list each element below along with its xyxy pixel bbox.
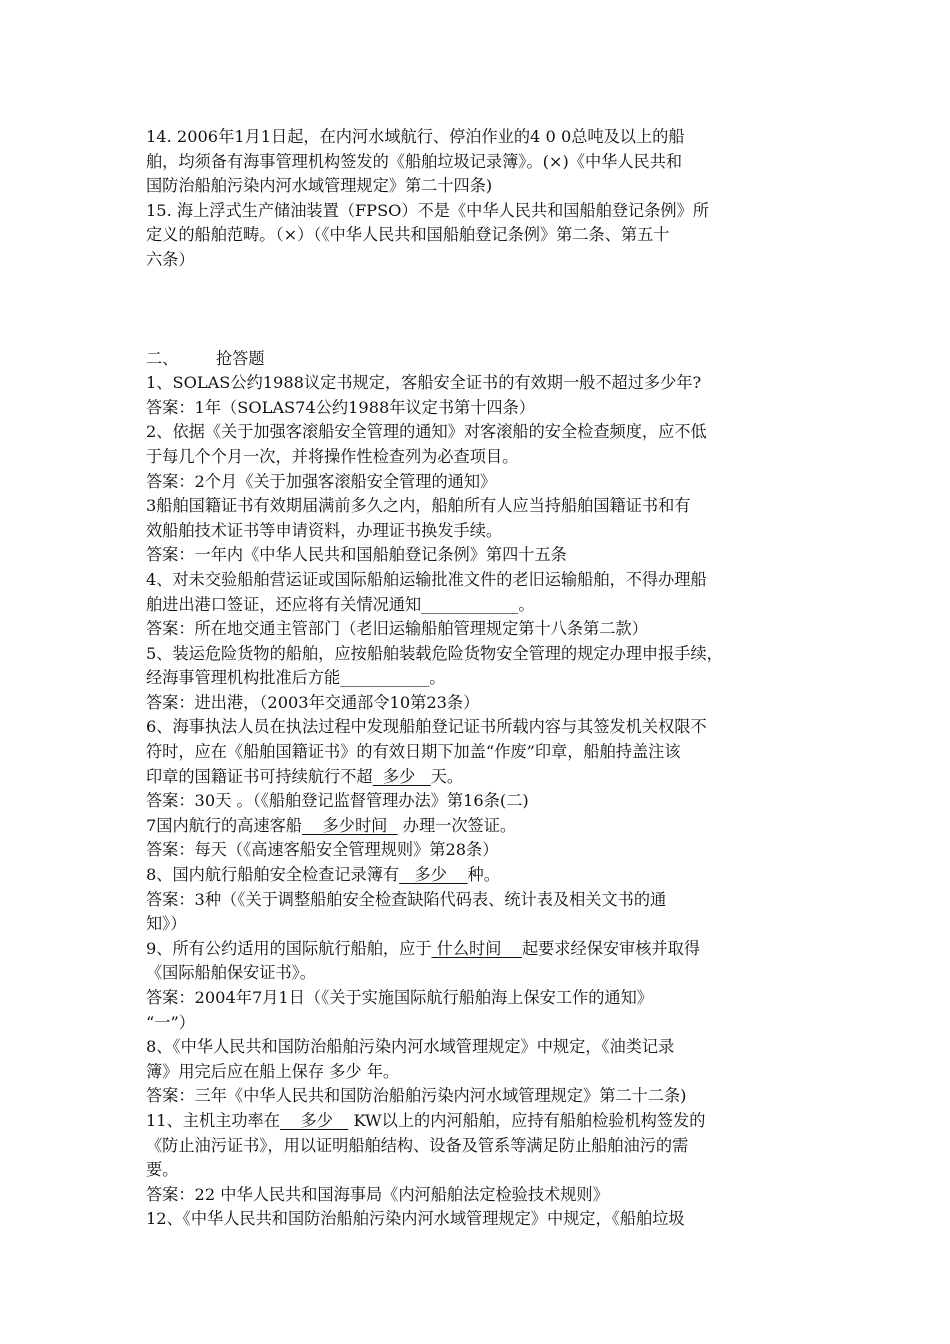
text-segment: 种。: [467, 865, 500, 885]
question-line: [146, 814, 818, 839]
question-line: 要。: [146, 1160, 179, 1180]
underlined-blank: 什么时间: [431, 938, 522, 958]
question-line: 6、海事执法人员在执法过程中发现船舶登记证书所载内容与其签发机关权限不: [146, 717, 707, 737]
question-line: 于每几个个月一次，并将操作性检查列为必查项目。: [146, 446, 519, 466]
question-line: 簿》用完后应在船上保存 多少 年。: [146, 1061, 400, 1081]
text-segment: 天。: [430, 766, 464, 786]
answer-line: 答案：3种（《关于调整船舶安全检查缺陷代码表、统计表及相关文书的通: [146, 889, 667, 909]
question-line: 2、依据《关于加强客滚船安全管理的通知》对客滚船的安全检查频度，应不低: [146, 422, 707, 442]
question-line: 1、SOLAS公约1988议定书规定，客船安全证书的有效期一般不超过多少年?: [146, 373, 702, 393]
text-line: 六条）: [146, 249, 195, 269]
text-line: 15. 海上浮式生产储油装置（FPSO）不是《中华人民共和国船舶登记条例》所: [146, 200, 709, 220]
text-segment: 印章的国籍证书可持续航行不超: [146, 766, 373, 786]
text-segment: 舶进出港口签证，还应将有关情况通知: [146, 594, 422, 614]
spacer: [146, 273, 818, 347]
text-segment: 办理一次签证。: [397, 815, 517, 835]
answer-line: 答案：所在地交通主管部门（老旧运输船舶管理规定第十八条第二款）: [146, 619, 648, 639]
question-line: [146, 1109, 818, 1134]
underlined-blank: 多少时间: [302, 815, 398, 835]
answer-line: 答案：每天（《高速客船安全管理规则》第28条）: [146, 840, 499, 860]
text-segment: 11、主机主功率在: [146, 1110, 280, 1130]
question-line: 12、《中华人民共和国防治船舶污染内河水域管理规定》中规定，《船舶垃圾: [146, 1209, 685, 1229]
section-title: 抢答题: [216, 348, 265, 368]
question-line: [146, 937, 818, 962]
question-line: 效船舶技术证书等申请资料，办理证书换发手续。: [146, 520, 503, 540]
question-line: [146, 593, 818, 618]
blank: ____________: [421, 594, 519, 614]
answer-line: 答案：1年（SOLAS74公约1988年议定书第十四条）: [146, 397, 535, 417]
question-line: [146, 666, 818, 691]
text-line: 定义的船舶范畴。（×）（《中华人民共和国船舶登记条例》第二条、第五十: [146, 225, 670, 245]
question-line: 3船舶国籍证书有效期届满前多久之内，船舶所有人应当持船舶国籍证书和有: [146, 496, 691, 516]
underlined-blank: 多少: [399, 865, 468, 885]
text-segment: 9、所有公约适用的国际航行船舶，应于: [146, 938, 432, 958]
text-segment: KW以上的内河船舶，应持有船舶检验机构签发的: [348, 1110, 706, 1130]
question-line: 《防止油污证书》，用以证明船舶结构、设备及管系等满足防止船舶油污的需: [146, 1135, 689, 1155]
answer-line: 答案：22 中华人民共和国海事局《内河船舶法定检验技术规则》: [146, 1184, 609, 1204]
question-line: [146, 863, 818, 888]
text-line: 国防治船舶污染内河水域管理规定》第二十四条): [146, 176, 493, 196]
document-page: [146, 125, 818, 1232]
answer-line: “一”）: [146, 1012, 195, 1032]
answer-line: 知》）: [146, 914, 187, 934]
text-segment: 经海事管理机构批准后方能: [146, 668, 341, 688]
text-line: 舶，均须备有海事管理机构签发的《船舶垃圾记录簿》。(×)《中华人民共和: [146, 151, 683, 171]
answer-line: 答案：2个月《关于加强客滚船安全管理的通知》: [146, 471, 497, 491]
answer-line: 答案：2004年7月1日（《关于实施国际航行船舶海上保安工作的通知》: [146, 988, 653, 1007]
text-segment: 8、国内航行船舶安全检查记录簿有: [146, 865, 400, 885]
blank: ___________: [340, 668, 430, 688]
question-line: 5、装运危险货物的船舶，应按船舶装载危险货物安全管理的规定办理申报手续，: [146, 643, 723, 663]
question-line: 8、《中华人民共和国防治船舶污染内河水域管理规定》中规定，《油类记录: [146, 1037, 675, 1057]
text-segment: 7国内航行的高速客船: [146, 815, 302, 835]
section-number: 二、: [146, 348, 179, 368]
answer-line: 答案：30天 。（《船舶登记监督管理办法》第16条(二): [146, 791, 529, 811]
question-line: 符时，应在《船舶国籍证书》的有效日期下加盖“作废”印章，船舶持盖注该: [146, 742, 681, 762]
text-line: 14. 2006年1月1日起，在内河水域航行、停泊作业的4 0 0总吨及以上的船: [146, 127, 685, 146]
question-line: [146, 765, 818, 790]
section-heading: [146, 347, 818, 372]
text-segment: 起要求经保安审核并取得: [521, 938, 701, 958]
text-segment: 。: [429, 668, 446, 688]
answer-line: 答案：进出港，（2003年交通部令10第23条）: [146, 692, 480, 712]
question-line: 《国际船舶保安证书》。: [146, 963, 316, 983]
text-segment: 。: [518, 594, 535, 614]
underlined-blank: 多少: [372, 766, 431, 786]
answer-line: 答案：一年内《中华人民共和国船舶登记条例》第四十五条: [146, 545, 567, 565]
underlined-blank: 多少: [279, 1110, 349, 1130]
question-line: 4、对未交验船舶营运证或国际船舶运输批准文件的老旧运输船舶，不得办理船: [146, 569, 707, 589]
answer-line: 答案：三年《中华人民共和国防治船舶污染内河水域管理规定》第二十二条): [146, 1086, 687, 1106]
